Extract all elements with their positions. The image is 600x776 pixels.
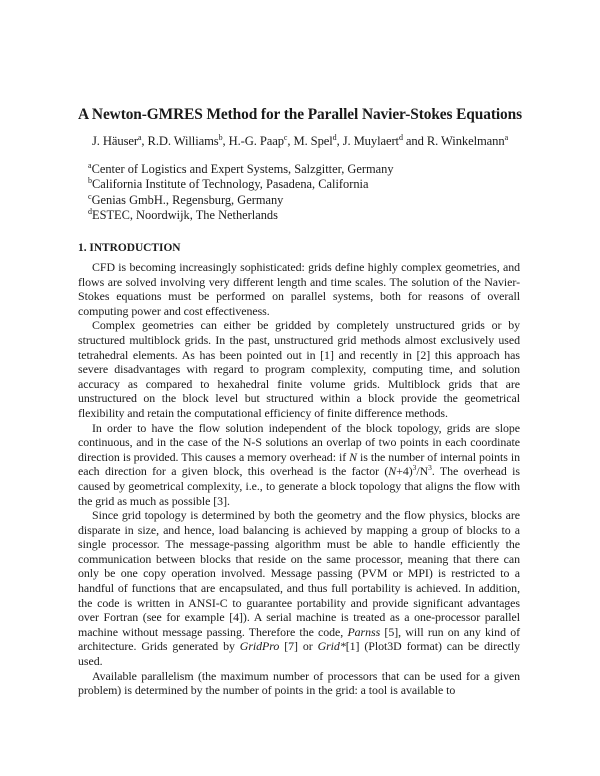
affiliation: $^a$Center of Logistics and Expert Systems, Salzgitter, Germany — [88, 160, 394, 176]
section-heading: 1. INTRODUCTION — [78, 242, 181, 254]
body-text — [78, 260, 520, 698]
author-list — [0, 134, 600, 149]
author: M. Spel$^d$, — [293, 132, 343, 148]
author: R. Winkelmann$^a$ — [426, 132, 509, 148]
author: R.D. Williams$^b$, — [147, 132, 229, 148]
paragraph: In order to have the flow solution independent of the block topology, grids are slope continuous, and in the case of the N-S solutions an overlap of two points in each coordinate direction is provided. This causes a memory overhead: if N is the number of internal points in each direction for a given block, this overhead is the factor $(N+4)^3/N^3$. The overhead is caused by geometrical complexity, i.e., to generate a block topology that aligns the flow with the grid as much as possible [3]. — [78, 420, 520, 508]
affiliation-list — [88, 162, 394, 223]
paragraph: Since grid topology is determined by both the geometry and the flow physics, blocks are disparate in size, and hence, load balancing is achieved by mapping a group of blocks to a single processor. The message-passing algorithm must be able to handle efficiently the communication between blocks that reside on the same processor, meaning that there can only be one copy operation involved. Message passing (PVM or MPI) is restricted to a handful of functions that are encapsulated, and thus full portability is achieved. In addition, the code is written in ANSI-C to guarantee portability and provide significant advantages over Fortran (see for example [4]). A serial machine is treated as a one-processor parallel machine without message passing. Therefore the code, Parnss [5], will run on any kind of architecture. Grids generated by GridPro [7] or Grid*[1] (Plot3D format) can be directly used. — [78, 508, 520, 669]
author: H.-G. Paap$^c$, — [228, 132, 294, 148]
paragraph: CFD is becoming increasingly sophisticated: grids define highly complex geometries, and flows are solved involving very different length and time scales. The solution of the Navier-Stokes equations must be performed on parallel systems, both for reasons of overall computing power and cost effectiveness. — [78, 260, 520, 318]
author: J. Häuser$^a$, — [91, 132, 148, 148]
paragraph: Complex geometries can either be gridded by completely unstructured grids or by structured multiblock grids. In the past, unstructured grid methods almost exclusively used tetrahedral elements. As has been pointed out in [1] and recently in [2] this approach has severe disadvantages with regard to program complexity, computing time, and solution accuracy as compared to hexahedral finite volume grids. Multiblock grids that are unstructured on the block level but structured within a block provide the geometrical flexibility and retain the computational efficiency of finite difference methods. — [78, 318, 520, 420]
affiliation: $^d$ESTEC, Noordwijk, The Netherlands — [88, 206, 278, 222]
paragraph: Available parallelism (the maximum number of processors that can be used for a given problem) is determined by the number of points in the grid: a tool is available to — [78, 668, 520, 698]
affiliation: $^b$California Institute of Technology, Pasadena, California — [88, 176, 369, 192]
author: J. Muylaert$^d$ and — [342, 132, 427, 148]
paper-title: A Newton-GMRES Method for the Parallel Navier-Stokes Equations — [78, 106, 522, 123]
affiliation: $^c$Genias GmbH., Regensburg, Germany — [88, 191, 284, 207]
